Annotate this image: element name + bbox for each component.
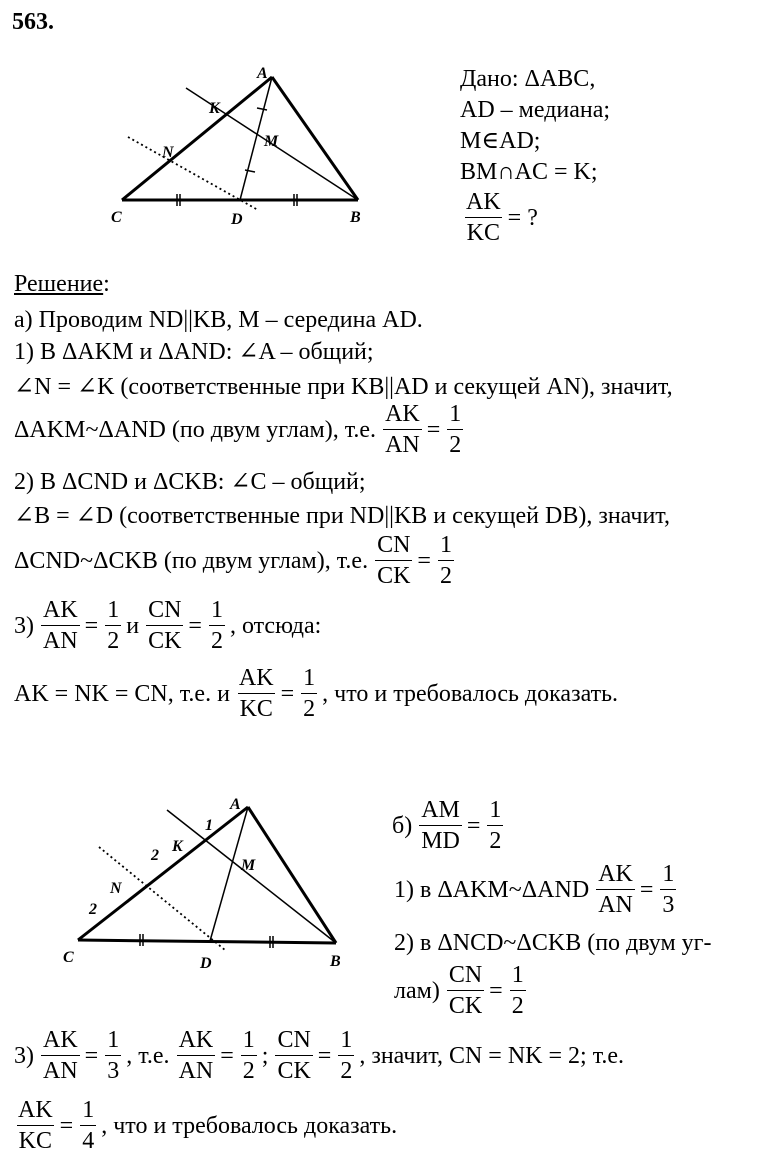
fig1-label-b: B [350,209,361,226]
fig1-label-n: N [162,144,174,161]
fig1-label-c: C [111,209,122,226]
given-question: $\frac{AK}{KC}$ = ? [466,189,538,246]
fig1-label-a: A [257,65,268,82]
fig1-label-k: K [209,100,220,117]
solution-s1-line1: 1) В ΔAKM и ΔAND: ∠A – общий; [14,339,374,365]
fig2-label-m: M [241,857,256,874]
part-b-step1: 1) в ΔAKM~ΔAND $\frac{AK}{AN}$ = $\frac{1}{3}$ [394,861,675,918]
fig2-seg-2: 2 [151,847,159,864]
solution-s2-line2: ∠B = ∠D (соответственные при ND||KB и секущей DB), значит, [14,503,670,529]
fig2-label-b: B [330,953,341,970]
solution-s2-line1: 2) В ΔCND и ΔCKB: ∠C – общий; [14,469,366,495]
solution-s1-line3: ΔAKM~ΔAND (по двум углам), т.е. $\frac{AK}{AN}$ = $\frac{1}{2}$ [14,401,462,458]
fig2-label-a: A [230,796,241,813]
problem-number: 563. [12,9,54,35]
part-b-step3: 3) $\frac{AK}{AN}$ = $\frac{1}{3}$ , т.е. $\frac{AK}{AN}$ = $\frac{1}{2}$ ; $\frac{CN}{CK}$ = $\frac{1}{2}$ , значит, CN = NK = 2; т.е. [14,1027,625,1084]
fig2-label-n: N [110,880,122,897]
solution-s1-line2: ∠N = ∠K (соответственные при KB||AD и секущей AN), значит, [14,374,673,400]
fig2-label-c: C [63,949,74,966]
part-b-final: $\frac{AK}{KC}$ = $\frac{1}{4}$ , что и требовалось доказать. [18,1097,398,1154]
figure-triangle-1 [100,60,390,230]
given-line-1: Дано: ΔABC, [460,66,596,92]
fig2-seg-3: 2 [89,901,97,918]
given-line-4: BM∩AC = K; [460,159,598,185]
part-b-step2: 2) в ΔNCD~ΔCKB (по двум уг- [394,930,712,956]
given-line-3: M∈AD; [460,128,541,154]
part-b-ratio: б) $\frac{AM}{MD}$ = $\frac{1}{2}$ [392,797,502,854]
solution-s2-line3: ΔCND~ΔCKB (по двум углам), т.е. $\frac{CN}{CK}$ = $\frac{1}{2}$ [14,532,452,589]
fig1-label-m: M [264,133,279,150]
solution-a-line: а) Проводим ND||KB, M – середина AD. [14,307,423,333]
given-line-2: AD – медиана; [460,97,611,123]
solution-step3: 3) $\frac{AK}{AN}$ = $\frac{1}{2}$ и $\frac{CN}{CK}$ = $\frac{1}{2}$ , отсюда: [14,597,322,654]
fig2-label-d: D [200,955,212,972]
fig1-label-d: D [231,211,243,228]
fig2-label-k: K [172,838,183,855]
part-b-step2-cont: лам) $\frac{CN}{CK}$ = $\frac{1}{2}$ [394,962,524,1019]
fig2-seg-1: 1 [205,817,213,834]
figure-triangle-2 [55,790,365,980]
solution-final: AK = NK = CN, т.е. и $\frac{AK}{KC}$ = $\frac{1}{2}$ , что и требовалось доказать. [14,665,619,722]
solution-heading: Решение: [14,271,110,297]
